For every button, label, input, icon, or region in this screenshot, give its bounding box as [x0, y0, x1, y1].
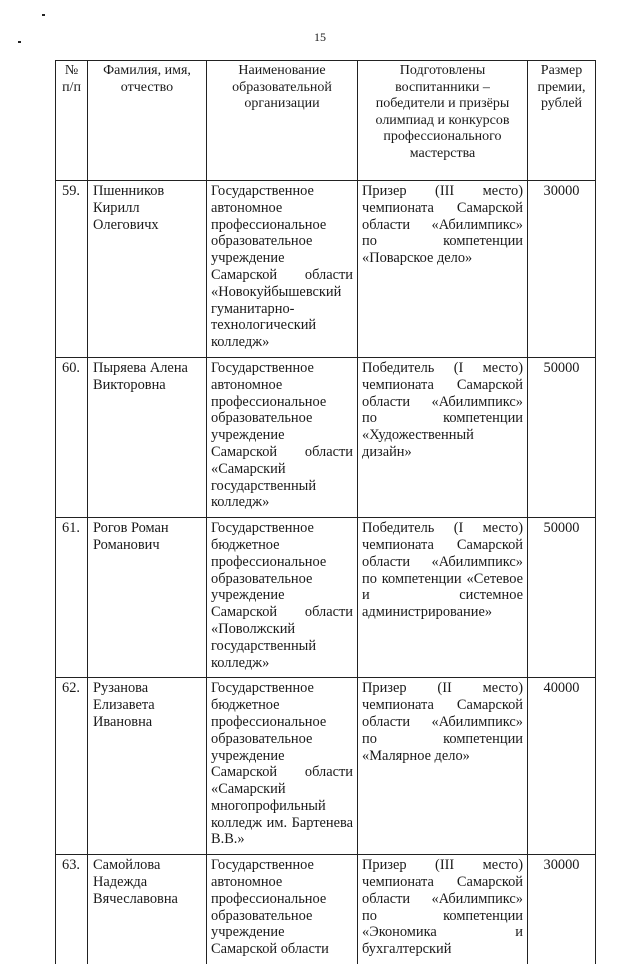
achievement: Призер (III место) чемпионата Самарской области «Абилимпикс» по компетенции «Поварское дело»	[358, 181, 528, 358]
organization: Государственное автономное профессиональное образовательное учреждение Самарской области «Новокуйбышевский гуманитарно-технологический колледж»	[207, 181, 358, 358]
scan-mark	[42, 14, 45, 16]
table-row	[56, 518, 596, 678]
achievement: Призер (II место) чемпионата Самарской области «Абилимпикс» по компетенции «Малярное дело»	[358, 678, 528, 855]
row-number: 60.	[56, 357, 88, 517]
row-number: 63.	[56, 855, 88, 964]
row-number: 61.	[56, 518, 88, 678]
column-header-name: Фамилия, имя, отчество	[88, 61, 207, 181]
column-header-number: № п/п	[56, 61, 88, 181]
column-header-organization: Наименование образовательной организации	[207, 61, 358, 181]
award-amount: 40000	[528, 678, 596, 855]
award-amount: 30000	[528, 855, 596, 964]
person-name: Самойлова Надежда Вячеславовна	[88, 855, 207, 964]
table-header	[56, 61, 596, 181]
person-name: Рузанова Елизавета Ивановна	[88, 678, 207, 855]
award-amount: 50000	[528, 518, 596, 678]
table-row	[56, 357, 596, 517]
person-name: Пшенников Кирилл Олеговичх	[88, 181, 207, 358]
table-row	[56, 855, 596, 964]
awards-table	[55, 60, 596, 964]
person-name: Рогов Роман Романович	[88, 518, 207, 678]
achievement: Победитель (I место) чемпионата Самарской области «Абилимпикс» по компетенции «Сетевое и системное администрирование»	[358, 518, 528, 678]
person-name: Пыряева Алена Викторовна	[88, 357, 207, 517]
organization: Государственное автономное профессиональное образовательное учреждение Самарской области	[207, 855, 358, 964]
column-header-amount: Размер премии, рублей	[528, 61, 596, 181]
column-header-achievement: Подготовлены воспитанники – победители и призёры олимпиад и конкурсов профессионального мастерства	[358, 61, 528, 181]
organization: Государственное автономное профессиональное образовательное учреждение Самарской области «Самарский государственный колледж»	[207, 357, 358, 517]
award-amount: 50000	[528, 357, 596, 517]
organization: Государственное бюджетное профессиональное образовательное учреждение Самарской области «Самарский многопрофильный колледж им. Бартенева В.В.»	[207, 678, 358, 855]
page-number: 15	[314, 30, 326, 44]
table-row	[56, 181, 596, 358]
organization: Государственное бюджетное профессиональное образовательное учреждение Самарской области «Поволжский государственный колледж»	[207, 518, 358, 678]
achievement: Призер (III место) чемпионата Самарской области «Абилимпикс» по компетенции «Экономика и бухгалтерский	[358, 855, 528, 964]
table-row	[56, 678, 596, 855]
row-number: 59.	[56, 181, 88, 358]
award-amount: 30000	[528, 181, 596, 358]
achievement: Победитель (I место) чемпионата Самарской области «Абилимпикс» по компетенции «Художественный дизайн»	[358, 357, 528, 517]
row-number: 62.	[56, 678, 88, 855]
